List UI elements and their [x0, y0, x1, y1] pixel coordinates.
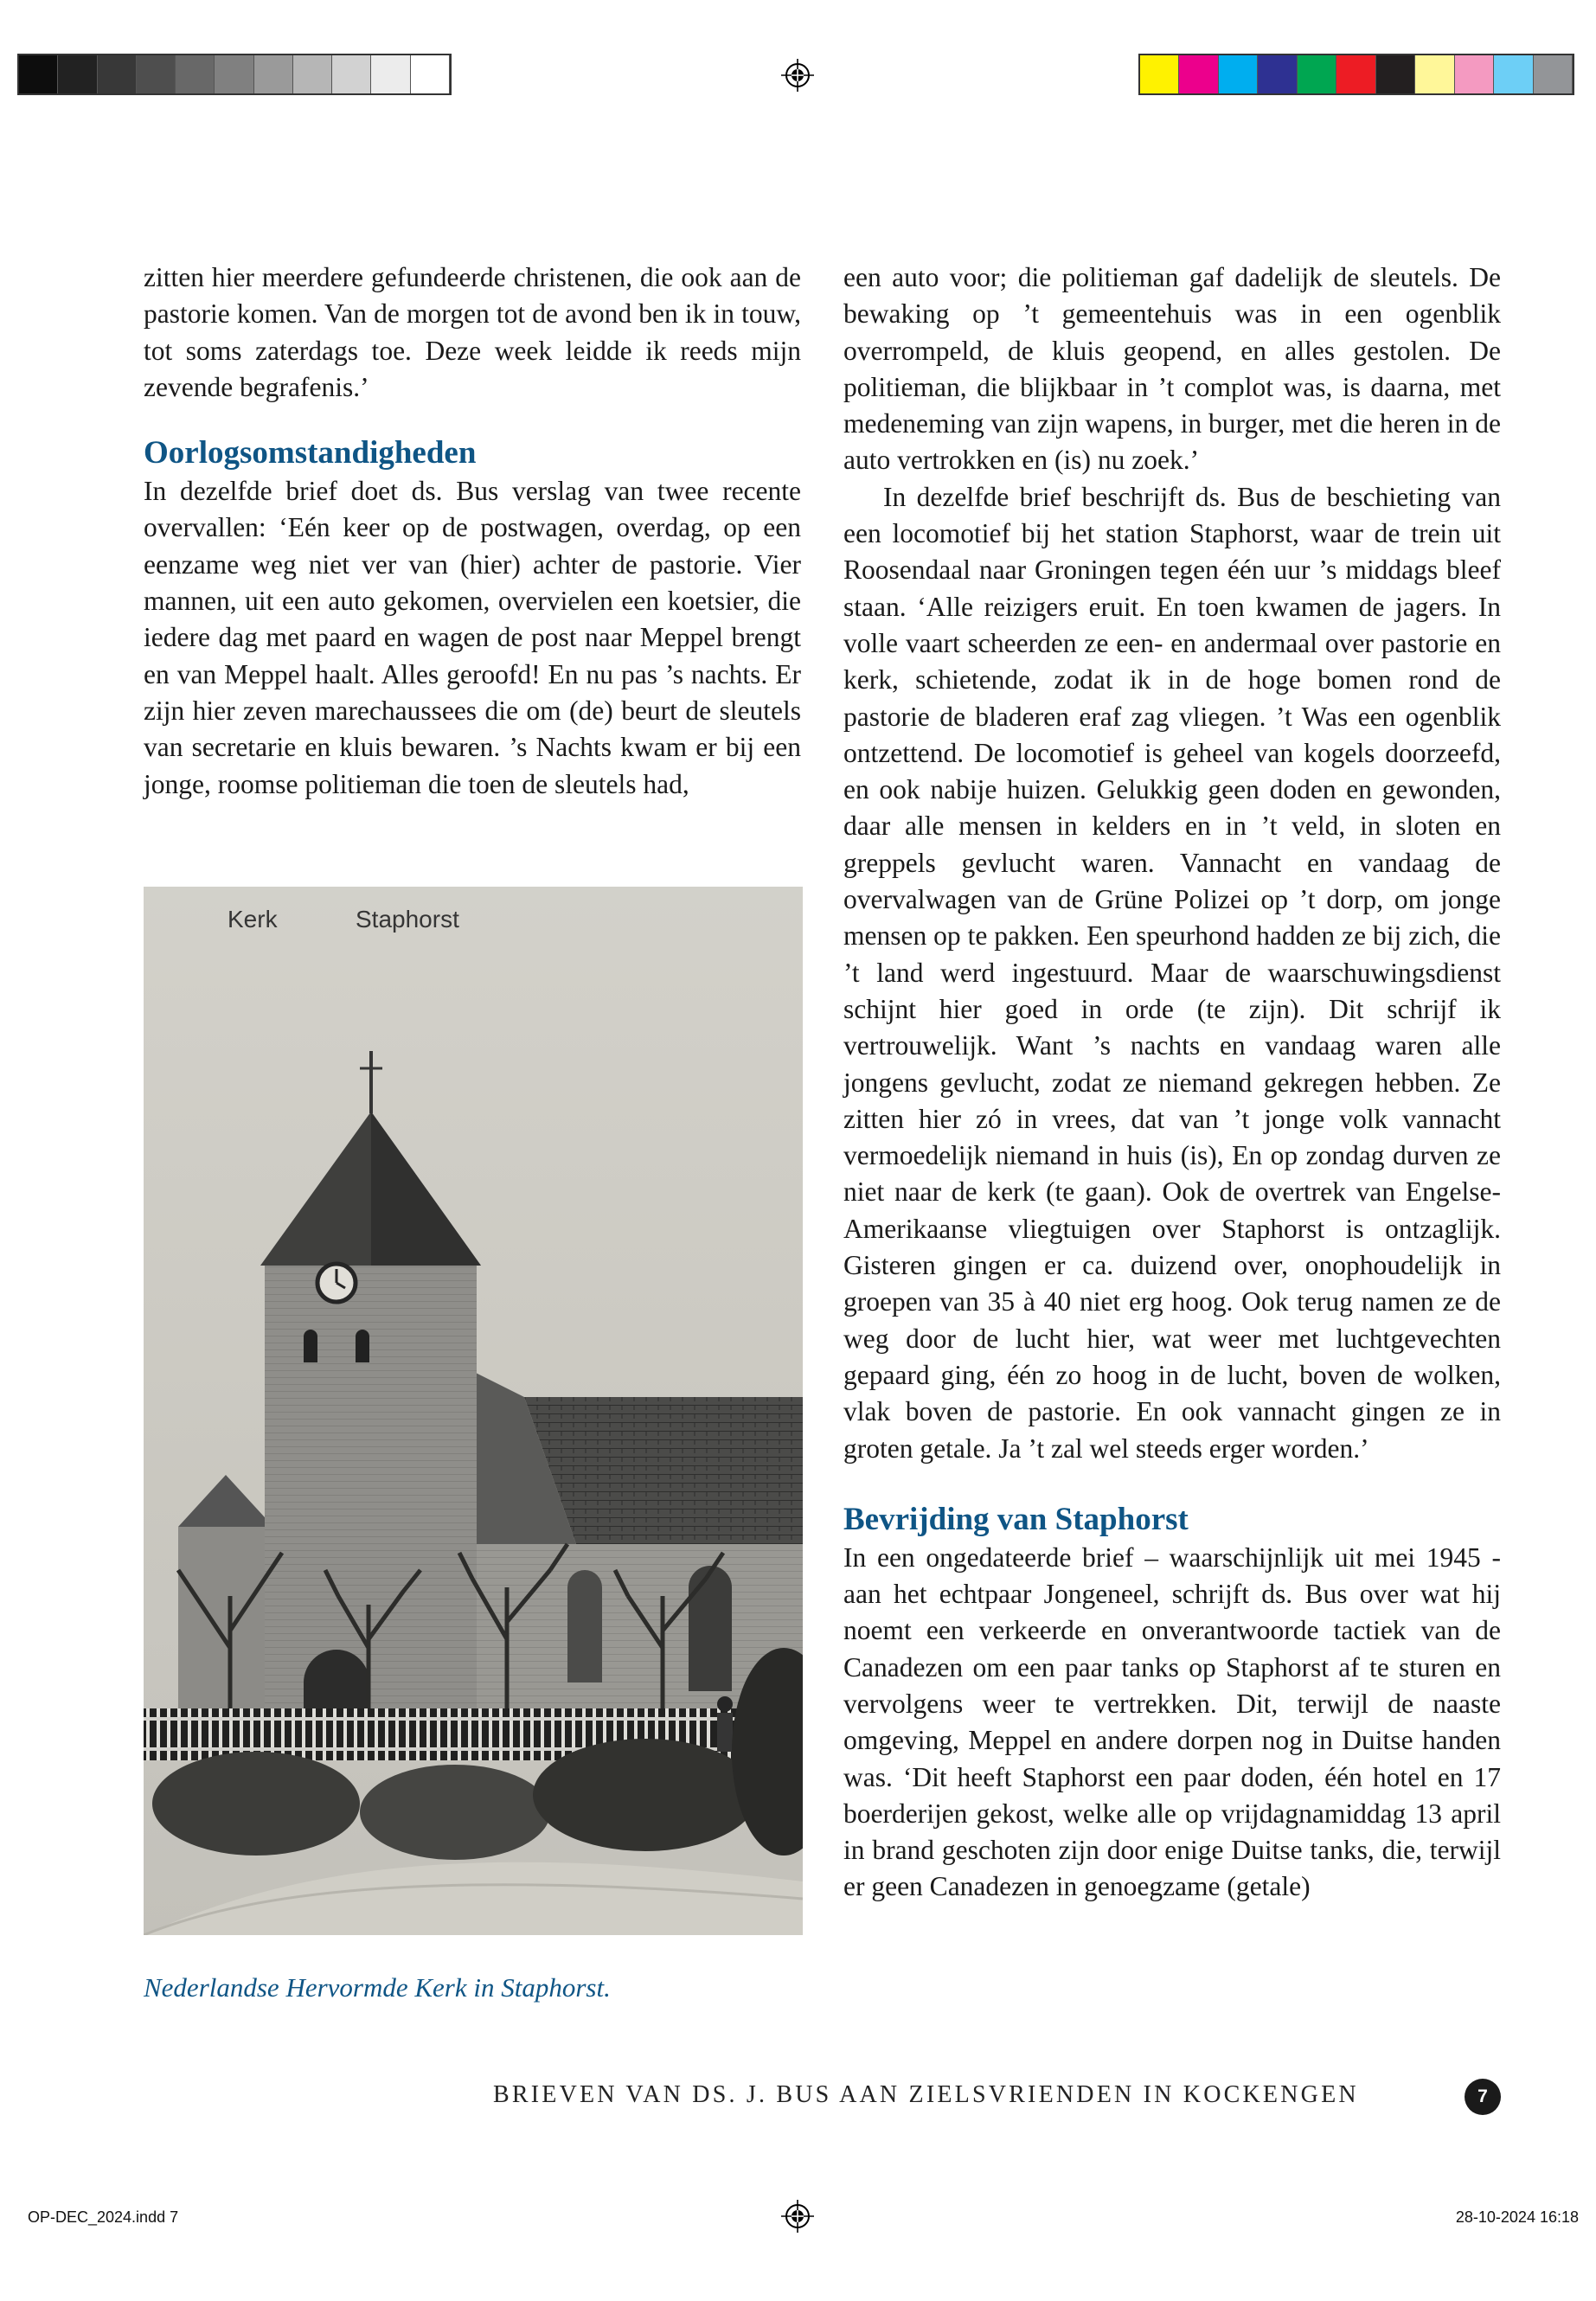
- color-swatch-7: [1376, 55, 1415, 93]
- grayscale-calibration-bar: [17, 54, 452, 95]
- photo-label-staphorst: Staphorst: [356, 906, 459, 933]
- slug-date-info: 28-10-2024 16:18: [1455, 2208, 1579, 2226]
- color-swatch-5: [1298, 55, 1336, 93]
- church-photo: [144, 887, 803, 1935]
- gray-swatch-9: [332, 55, 371, 93]
- color-calibration-bar: [1138, 54, 1574, 95]
- photo-label-kerk: Kerk: [228, 906, 278, 933]
- color-swatch-9: [1455, 55, 1494, 93]
- gray-swatch-2: [58, 55, 97, 93]
- gray-swatch-5: [176, 55, 215, 93]
- color-swatch-10: [1494, 55, 1533, 93]
- right-paragraph-2: In dezelfde brief beschrijft ds. Bus de beschieting van een locomotief bij het station Staphorst, waar de trein uit Roosendaal naar Groningen tegen één uur ’s middags bleef staan. ‘Alle reizigers eruit. En toen kwamen de jagers. In volle vaart scheerden ze een- en andermaal over pastorie en kerk, schietende, zodat ik in de hoge bomen rond de pastorie de bladeren eraf zag vliegen. ’t Was een ogenblik ontzettend. De locomotief is geheel van kogels doorzeefd, en ook nabije huizen. Gelukkig geen doden en gewonden, daar alle mensen in kelders en in ’t veld, in sloten en greppels gevlucht waren. Vannacht en vandaag de overvalwagen van de Grüne Polizei op ’t dorp, om jonge mensen op te pakken. Een speurhond hadden ze bij zich, die ’t land werd ingestuurd. Maar de waarschuwingsdienst schijnt hier goed in orde (te zijn). Dit schrijf ik vertrouwelijk. Want ’s nachts en vandaag waren alle jongens gevlucht, zodat ze niemand gekregen hebben. Ze zitten hier zó in vrees, dat van ’t jonge volk vannacht vermoedelijk niemand in huis (is), En op zondag durven ze niet naar de kerk (te gaan). Ook de overtrek van Engelse-Amerikaanse vliegtuigen over Staphorst is ontzaglijk. Gisteren gingen er ca. duizend over, onophoudelijk in groepen van 35 à 40 niet erg hoog. Ook terug namen ze de weg door de lucht hier, wat weer met luchtgevechten gepaard ging, één zo hoog in de lucht, boven de wolken, vlak boven de pastorie. En ook vannacht gingen ze in groten getale. Ja ’t zal wel steeds erger worden.’: [843, 481, 1501, 1464]
- registration-mark-top-icon: [781, 59, 814, 92]
- color-swatch-11: [1534, 55, 1573, 93]
- gray-swatch-10: [371, 55, 410, 93]
- section-heading-bevrijding: Bevrijding van Staphorst: [843, 1501, 1189, 1537]
- gray-swatch-7: [254, 55, 293, 93]
- running-footer-title: BRIEVEN VAN DS. J. BUS AAN ZIELSVRIENDEN IN KOCKENGEN: [493, 2081, 1359, 2108]
- color-swatch-8: [1415, 55, 1454, 93]
- gray-swatch-11: [411, 55, 450, 93]
- gray-swatch-4: [137, 55, 176, 93]
- slug-file-info: OP-DEC_2024.indd 7: [28, 2208, 179, 2226]
- page-number-badge: 7: [1465, 2079, 1501, 2115]
- church-illustration: [144, 887, 803, 1935]
- gray-swatch-3: [98, 55, 137, 93]
- color-swatch-2: [1179, 55, 1218, 93]
- section-heading-oorlog: Oorlogsomstandigheden: [144, 435, 477, 471]
- left-intro-paragraph: zitten hier meerdere gefundeerde christenen, die ook aan de pastorie komen. Van de morgen tot de avond ben ik in touw, tot soms zaterdags toe. Deze week leidde ik reeds mijn zevende begrafenis.’: [144, 262, 801, 402]
- registration-mark-bottom-icon: [781, 2200, 814, 2233]
- gray-swatch-6: [215, 55, 253, 93]
- photo-caption: Nederlandse Hervormde Kerk in Staphorst.: [144, 1972, 611, 2003]
- left-text-column: [144, 260, 801, 803]
- right-paragraph-3: In een ongedateerde brief – waarschijnlijk uit mei 1945 - aan het echtpaar Jongeneel, schrijft ds. Bus over wat hij noemt een verkeerde en onverantwoorde tactiek van de Canadezen om een paar tanks op Staphorst af te sturen en vervolgens weer te vertrekken. Dit, terwijl de naaste omgeving, Meppel en andere dorpen nog in Duitse handen was. ‘Dit heeft Staphorst een paar doden, één hotel en 17 boerderijen gekost, welke alle op vrijdagnamiddag 13 april in brand geschoten zijn door enige Duitse tanks, die, terwijl er geen Canadezen in genoegzame (getale): [843, 1541, 1501, 1902]
- left-body-paragraph: In dezelfde brief doet ds. Bus verslag van twee recente overvallen: ‘Eén keer op de postwagen, overdag, op een eenzame weg niet ver van (hier) achter de pastorie. Vier mannen, uit een auto gekomen, overvielen een koetsier, die iedere dag met paard en wagen de post naar Meppel brengt en van Meppel haalt. Alles geroofd! En nu pas ’s nachts. Er zijn hier zeven marechaussees die om (de) beurt de sleutels van secretarie en kluis bewaren. ’s Nachts kwam er bij een jonge, roomse politieman die toen de sleutels had,: [144, 476, 801, 799]
- gray-swatch-1: [19, 55, 58, 93]
- right-paragraph-1: een auto voor; die politieman gaf dadelijk de sleutels. De bewaking op ’t gemeentehuis was in een ogenblik overrompeld, de kluis geopend, en alles gestolen. De politieman, die blijkbaar in ’t complot was, is daarna, met medeneming van zijn wapens, in burger, met die heren in de auto vertrokken en (is) nu zoek.’: [843, 262, 1501, 476]
- color-swatch-1: [1140, 55, 1179, 93]
- color-swatch-3: [1219, 55, 1258, 93]
- color-swatch-6: [1336, 55, 1375, 93]
- right-text-column: [843, 260, 1501, 1906]
- color-swatch-4: [1258, 55, 1297, 93]
- gray-swatch-8: [293, 55, 332, 93]
